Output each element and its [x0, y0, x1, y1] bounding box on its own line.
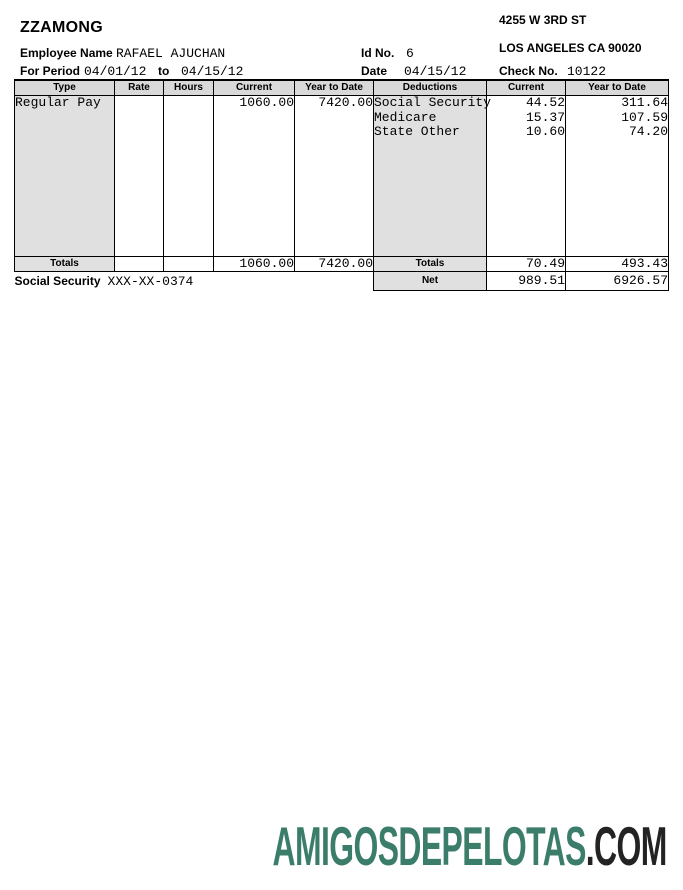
date-value: 04/15/12	[404, 64, 467, 79]
col-header-ded-current: Current	[487, 80, 566, 96]
deduction-names-cell	[374, 95, 492, 257]
company-name: ZZAMONG	[20, 19, 103, 36]
ssn-line	[15, 272, 374, 291]
deductions-total-current: 70.49	[487, 257, 566, 272]
net-ytd: 6926.57	[566, 272, 669, 291]
earnings-total-ytd: 7420.00	[295, 257, 374, 272]
earning-current: 1060.00	[239, 95, 294, 110]
employee-name-label: Employee Name	[20, 46, 113, 60]
pay-table	[14, 79, 669, 291]
deduction-current: 10.60	[525, 124, 565, 139]
deduction-current: 15.37	[525, 109, 565, 125]
earning-ytd: 7420.00	[318, 95, 373, 110]
col-header-hours: Hours	[164, 80, 214, 96]
deduction-name: Medicare	[374, 109, 437, 125]
watermark-brand-text: AMIGOSDEPELOTAS	[272, 815, 587, 877]
period-to-label: to	[158, 64, 170, 78]
period-label: For Period	[20, 64, 81, 78]
col-header-ytd: Year to Date	[295, 80, 374, 96]
totals-row	[15, 257, 669, 272]
ssn-value: XXX-XX-0374	[107, 274, 194, 289]
earning-current-cell	[214, 96, 295, 257]
totals-rate-cell	[115, 257, 164, 272]
table-body-row	[15, 96, 669, 257]
earning-hours-cell	[164, 96, 214, 257]
deduction-name: Social Security	[374, 95, 492, 110]
check-no-value: 10122	[567, 64, 607, 79]
employee-id-value: 6	[406, 46, 414, 61]
company-address-line2: LOS ANGELES CA 90020	[499, 41, 642, 55]
net-label: Net	[374, 272, 487, 291]
col-header-current: Current	[214, 80, 295, 96]
earning-rate-cell	[115, 96, 164, 257]
earning-type: Regular Pay	[15, 95, 101, 110]
deduction-name: State Other	[374, 124, 460, 139]
col-header-type: Type	[15, 80, 115, 96]
employee-id-label: Id No.	[361, 46, 395, 60]
col-header-rate: Rate	[115, 80, 164, 96]
site-watermark	[272, 815, 667, 877]
earning-type-cell	[15, 96, 115, 257]
watermark-tld-text: .COM	[586, 815, 667, 877]
deductions-total-ytd: 493.43	[566, 257, 669, 272]
table-header-row	[15, 80, 669, 96]
net-row	[15, 272, 669, 291]
check-no-label: Check No.	[499, 64, 558, 78]
ssn-label: Social Security	[14, 274, 101, 288]
deduction-ytd-cell	[566, 96, 669, 257]
col-header-deductions: Deductions	[374, 80, 487, 96]
deduction-current: 44.52	[525, 95, 565, 110]
totals-hours-cell	[164, 257, 214, 272]
net-current: 989.51	[487, 272, 566, 291]
deduction-current-cell	[487, 96, 566, 257]
deduction-ytd: 311.64	[621, 95, 668, 110]
company-address-line1: 4255 W 3RD ST	[499, 13, 587, 27]
col-header-ded-ytd: Year to Date	[566, 80, 669, 96]
deductions-totals-label: Totals	[374, 257, 487, 272]
employee-name-value: RAFAEL AJUCHAN	[116, 46, 226, 61]
earning-ytd-cell	[295, 96, 374, 257]
period-start-date: 04/01/12	[84, 64, 147, 79]
deduction-ytd: 74.20	[628, 124, 668, 139]
deduction-ytd: 107.59	[621, 109, 668, 125]
date-label: Date	[361, 64, 388, 78]
earnings-totals-label: Totals	[15, 257, 115, 272]
earnings-total-current: 1060.00	[214, 257, 295, 272]
period-end-date: 04/15/12	[181, 64, 244, 79]
